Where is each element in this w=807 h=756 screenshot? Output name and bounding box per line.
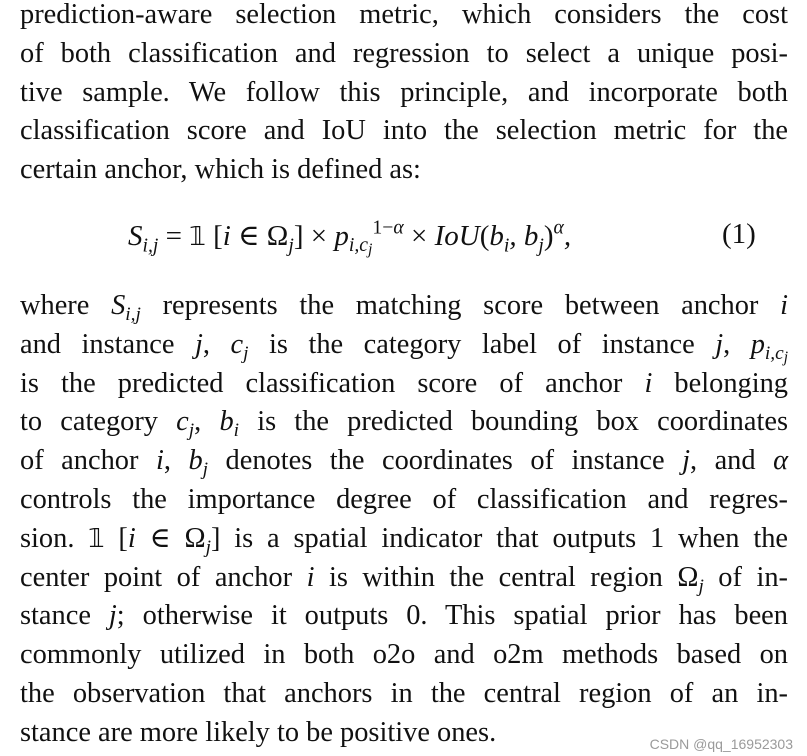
text-line: to category $c_j$, $b_i$ is the predicted bounding box coordinates bbox=[20, 406, 789, 442]
text-line: certain anchor, which is defined as: bbox=[20, 154, 421, 186]
text-line: of anchor i, $b_j$ denotes the coordinates of instance j, and α bbox=[20, 445, 788, 481]
text-line: the observation that anchors in the central region of an in- bbox=[20, 677, 788, 709]
text-line: tive sample. We follow this principle, and incorporate both bbox=[20, 76, 788, 108]
text-line: stance are more likely to be positive ones. bbox=[20, 716, 497, 748]
paragraph-intro bbox=[20, 0, 788, 190]
text-line: center point of anchor i is within the central region $\Omega_j$ of in- bbox=[20, 561, 788, 597]
equation-block bbox=[0, 218, 807, 266]
text-line: stance j; otherwise it outputs 0. This spatial prior has been bbox=[20, 600, 788, 632]
text-line: and instance j, $c_j$ is the category label of instance j, $p_{i,c_j}$ bbox=[20, 328, 788, 367]
text-line: is the predicted classification score of anchor i belonging bbox=[20, 367, 788, 399]
text-line: of both classification and regression to select a unique posi- bbox=[20, 37, 788, 69]
text-line: where $S_{i,j}$ represents the matching score between anchor i bbox=[20, 290, 788, 326]
text-line: prediction-aware selection metric, which considers the cost bbox=[20, 0, 788, 30]
paragraph-definitions bbox=[20, 287, 788, 753]
equation-formula: $S_{i,j}$ = 𝟙 [i ∈ $\Omega_j] \times p_{i,c_j}^{1-\alpha} \times IoU(b_i$, $b_j)^\alpha$, bbox=[128, 216, 572, 259]
text-line: sion. 𝟙 [i ∈ $\Omega_j$] is a spatial indicator that outputs 1 when the bbox=[20, 522, 788, 558]
text-line: classification score and IoU into the selection metric for the bbox=[20, 115, 788, 147]
text-line: commonly utilized in both o2o and o2m methods based on bbox=[20, 639, 788, 671]
equation-number: (1) bbox=[722, 218, 756, 250]
watermark-label: CSDN @qq_16952303 bbox=[649, 736, 793, 752]
text-line: controls the importance degree of classification and regres- bbox=[20, 483, 788, 515]
